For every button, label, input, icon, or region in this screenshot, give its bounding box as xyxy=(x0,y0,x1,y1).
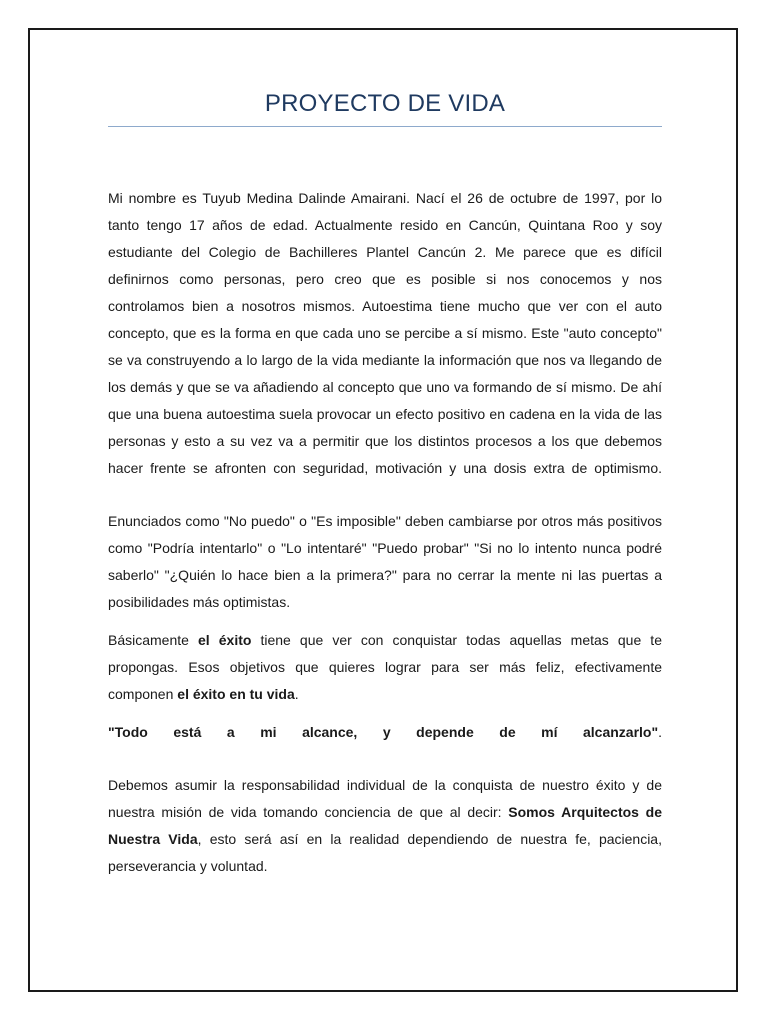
title-underline xyxy=(108,126,662,127)
paragraph-intro: Mi nombre es Tuyub Medina Dalinde Amairani. Nací el 26 de octubre de 1997, por lo tanto tengo 17 años de edad. Actualmente resido en Cancún, Quintana Roo y soy estudiante del Colegio de Bachilleres Plantel Cancún 2. Me parece que es difícil definirnos como personas, pero creo que es posible si nos conocemos y nos controlamos bien a nosotros mismos. Autoestima tiene mucho que ver con el auto concepto, que es la forma en que cada uno se percibe a sí mismo. Este "auto concepto" se va construyendo a lo largo de la vida mediante la información que nos va llegando de los demás y que se va añadiendo al concepto que uno va formando de sí mismo. De ahí que una buena autoestima suela provocar un efecto positivo en cadena en la vida de las personas y esto a su vez va a permitir que los distintos procesos a los que debemos hacer frente se afronten con seguridad, motivación y una dosis extra de optimismo. xyxy=(108,190,662,476)
paragraph-success-text-3: . xyxy=(294,686,299,702)
document-title: PROYECTO DE VIDA xyxy=(264,90,506,117)
paragraph-responsibility xyxy=(108,772,662,880)
page-border xyxy=(28,28,738,992)
paragraph-success-bold-2: el éxito en tu vida xyxy=(177,686,295,702)
quote-line xyxy=(108,719,662,746)
paragraph-responsibility-text-1: Debemos asumir la responsabilidad individual de la conquista de nuestro éxito y de nuestra misión de vida tomando conciencia de que al decir: xyxy=(108,777,662,820)
paragraph-success xyxy=(108,627,662,708)
document-body xyxy=(108,185,662,880)
paragraph-responsibility-bold-1: Somos Arquitectos de Nuestra Vida xyxy=(108,804,662,847)
paragraph-success-text-1: Básicamente xyxy=(108,632,198,648)
paragraph-success-text-2: tiene que ver con conquistar todas aquellas metas que te propongas. Esos objetivos que quieres lograr para ser más feliz, efectivamente componen xyxy=(108,632,662,702)
paragraph-success-bold-1: el éxito xyxy=(198,632,252,648)
paragraph-responsibility-text-2: , esto será así en la realidad dependiendo de nuestra fe, paciencia, perseverancia y voluntad. xyxy=(108,831,662,874)
quote-text: "Todo está a mi alcance, y depende de mí alcanzarlo" xyxy=(108,724,659,740)
quote-tail: . xyxy=(658,724,662,740)
paragraph-statements: Enunciados como "No puedo" o "Es imposible" deben cambiarse por otros más positivos como "Podría intentarlo" o "Lo intentaré" "Puedo probar" "Si no lo intento nunca podré saberlo" "¿Quién lo hace bien a la primera?" para no cerrar la mente ni las puertas a posibilidades más optimistas. xyxy=(108,513,662,610)
